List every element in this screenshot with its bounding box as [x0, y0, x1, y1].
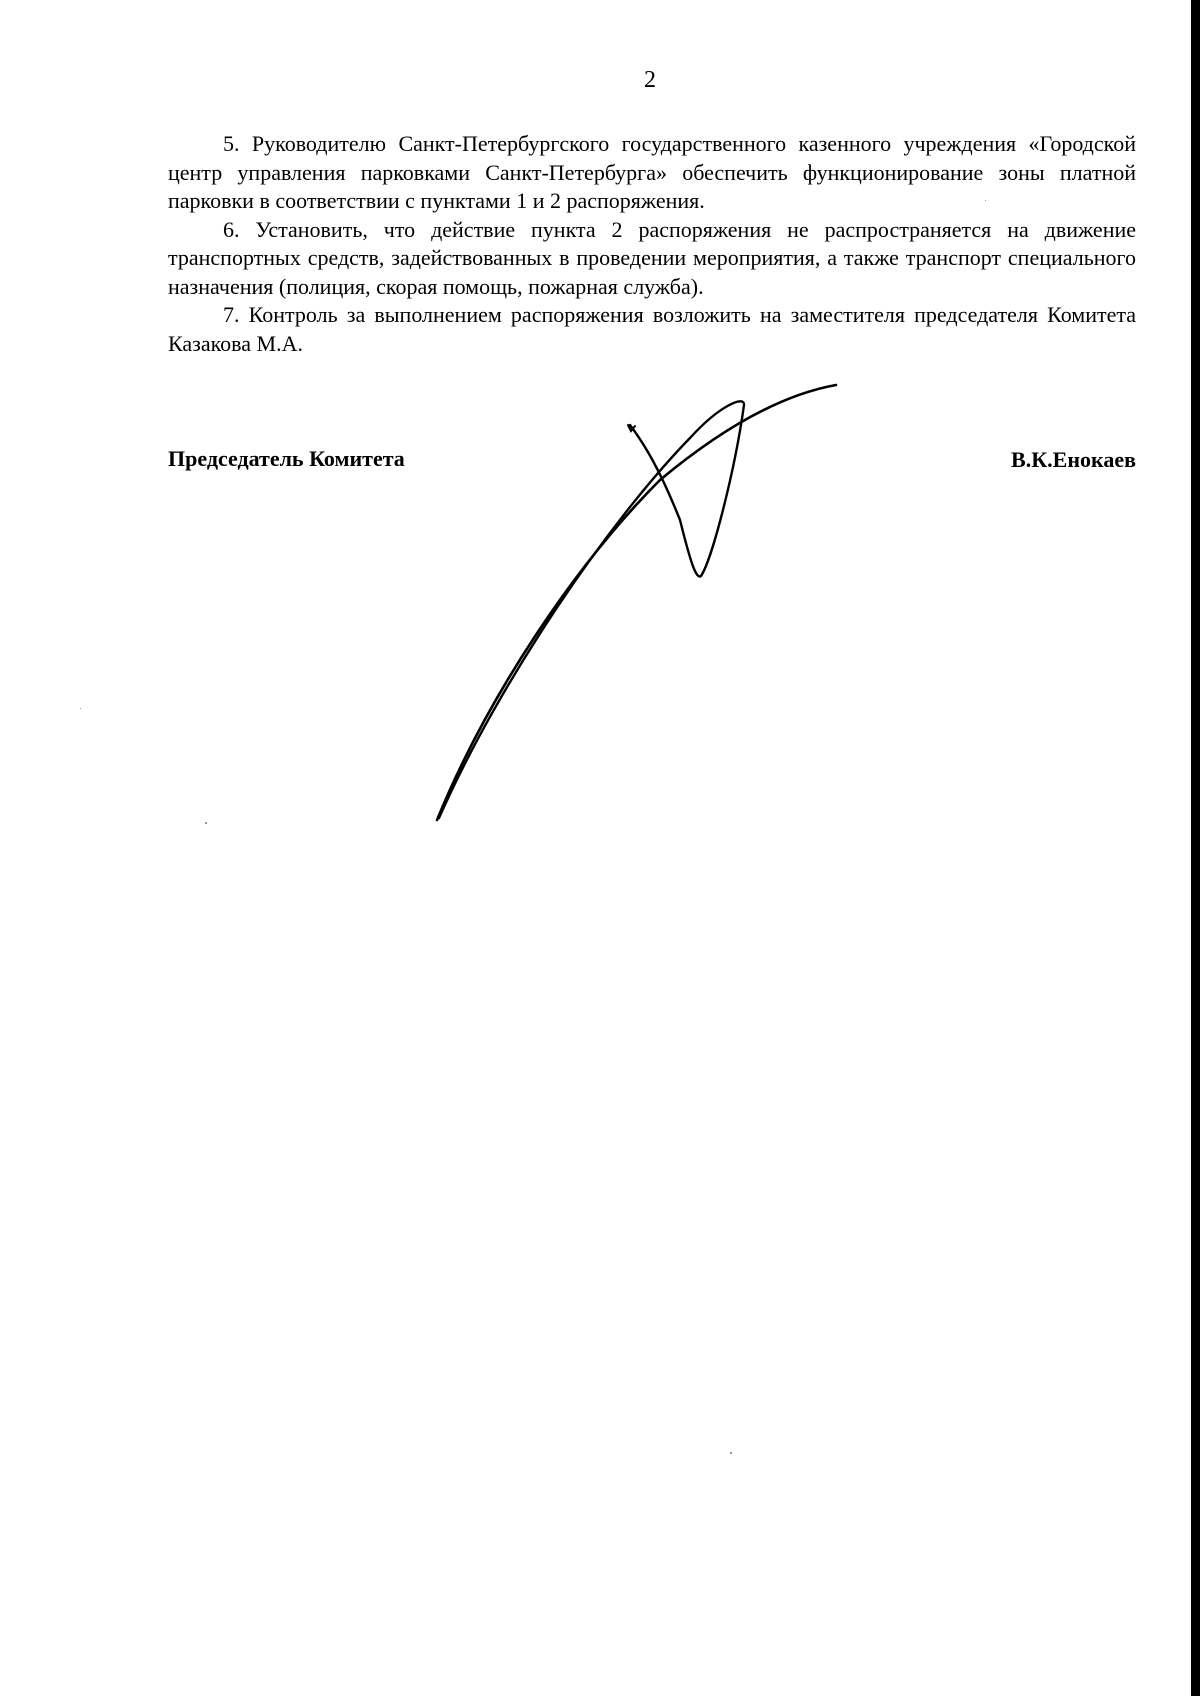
scan-speck: [730, 1452, 732, 1454]
scan-speck: [205, 822, 207, 824]
scan-speck: [985, 200, 986, 201]
page-number: 2: [644, 67, 656, 93]
signature-block: [168, 443, 1136, 479]
document-body: [168, 130, 1136, 358]
signer-name: В.К.Енокаев: [1011, 447, 1136, 472]
paragraph-item-7: 7. Контроль за выполнением распоряжения возложить на заместителя председателя Комитета Казакова М.А.: [168, 302, 1136, 356]
scan-speck: [80, 708, 81, 709]
signer-position: Председатель Комитета: [168, 446, 405, 471]
paragraph-item-5: 5. Руководителю Санкт-Петербургского государственного казенного учреждения «Городской центр управления парковками Санкт-Петербурга» обеспечить функционирование зоны платной парковки в соответствии с пунктами 1 и 2 распоряжения.: [168, 131, 1136, 213]
paragraph-item-6: 6. Установить, что действие пункта 2 распоряжения не распространяется на движение транспортных средств, задействованных в проведении мероприятия, а также транспорт специального назначения (полиция, скорая помощь, пожарная служба).: [168, 216, 1136, 299]
scan-edge-shadow: [1191, 0, 1200, 1696]
